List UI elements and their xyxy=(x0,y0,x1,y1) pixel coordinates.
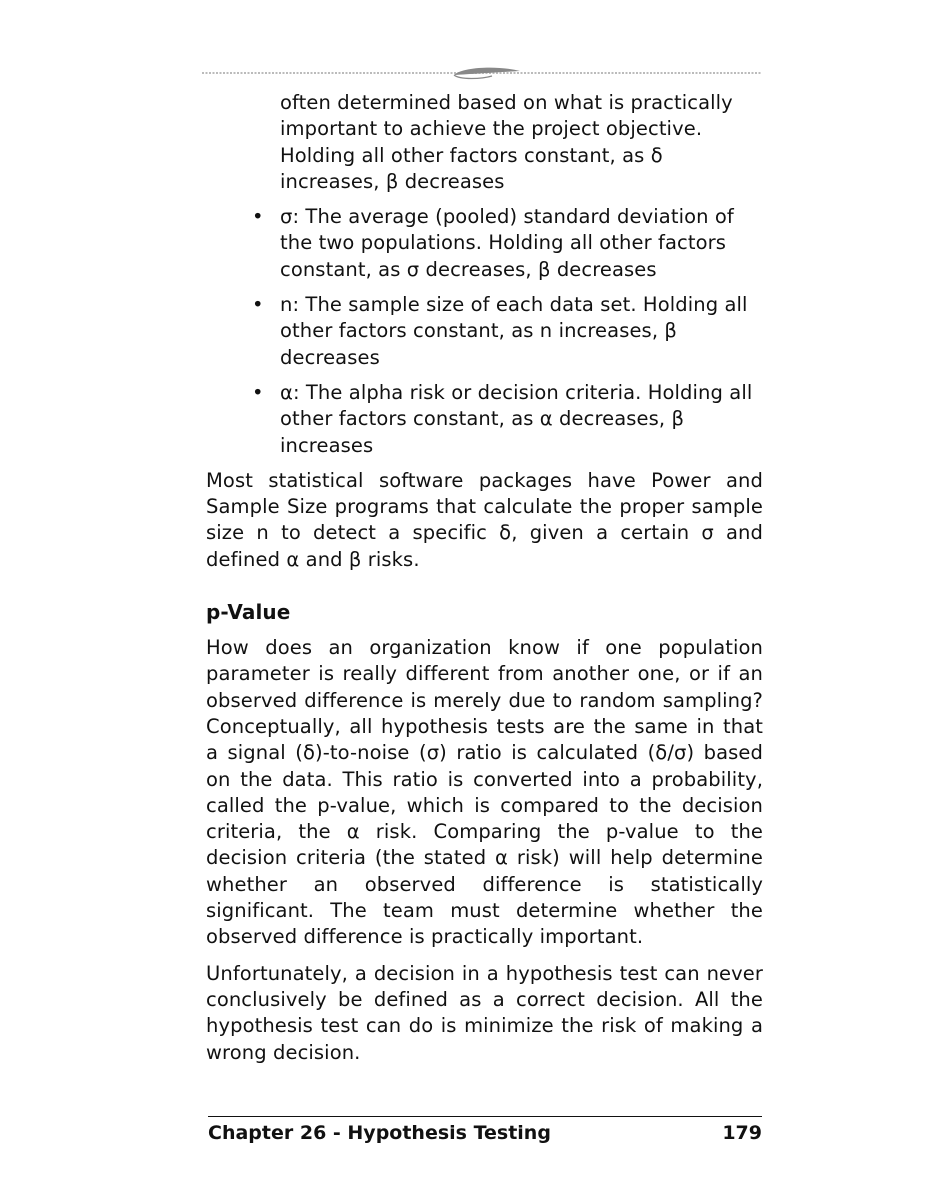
list-item-text: n: The sample size of each data set. Holding all other factors constant, as n increases, β decreases xyxy=(280,293,748,369)
bullet-marker: • xyxy=(252,205,264,229)
page-body xyxy=(206,90,763,1076)
section-heading: p-Value xyxy=(206,600,291,625)
footer-rule xyxy=(208,1116,762,1117)
bullet-marker: • xyxy=(252,380,264,404)
page-footer xyxy=(208,1120,762,1146)
bullet-marker: • xyxy=(252,293,264,317)
continued-paragraph: often determined based on what is practically important to achieve the project objective. Holding all other factors constant, as δ increases, β decreases xyxy=(280,91,733,193)
list-item-text: α: The alpha risk or decision criteria. Holding all other factors constant, as α decreases, β increases xyxy=(280,380,753,457)
paragraph-pvalue-2: Unfortunately, a decision in a hypothesis test can never conclusively be defined as a correct decision. All the hypothesis test can do is minimize the risk of making a wrong decision. xyxy=(206,961,763,1064)
factor-list xyxy=(206,204,763,459)
list-item-text: σ: The average (pooled) standard deviation of the two populations. Holding all other factors constant, as σ decreases, β decreases xyxy=(280,205,734,281)
list-item xyxy=(206,292,763,371)
header-ornament xyxy=(202,62,762,84)
chapter-title: Chapter 26 - Hypothesis Testing xyxy=(208,1122,551,1144)
page-number: 179 xyxy=(722,1122,762,1144)
paragraph-pvalue-1: How does an organization know if one population parameter is really different from another one, or if an observed difference is merely due to random sampling? Conceptually, all hypothesis tests are the same in that a signal (δ)-to-noise (σ) ratio is calculated (δ/σ) based on the data. This ratio is converted into a probability, called the p-value, which is compared to the decision criteria, the α risk. Comparing the p-value to the decision criteria (the stated α risk) will help determine whether an observed difference is statistically significant. The team must determine whether the observed difference is practically important. xyxy=(206,636,763,949)
paragraph-software: Most statistical software packages have Power and Sample Size programs that calculate the proper sample size n to detect a specific δ, given a certain σ and defined α and β risks. xyxy=(206,468,763,571)
list-item xyxy=(206,204,763,283)
list-item xyxy=(206,380,763,459)
